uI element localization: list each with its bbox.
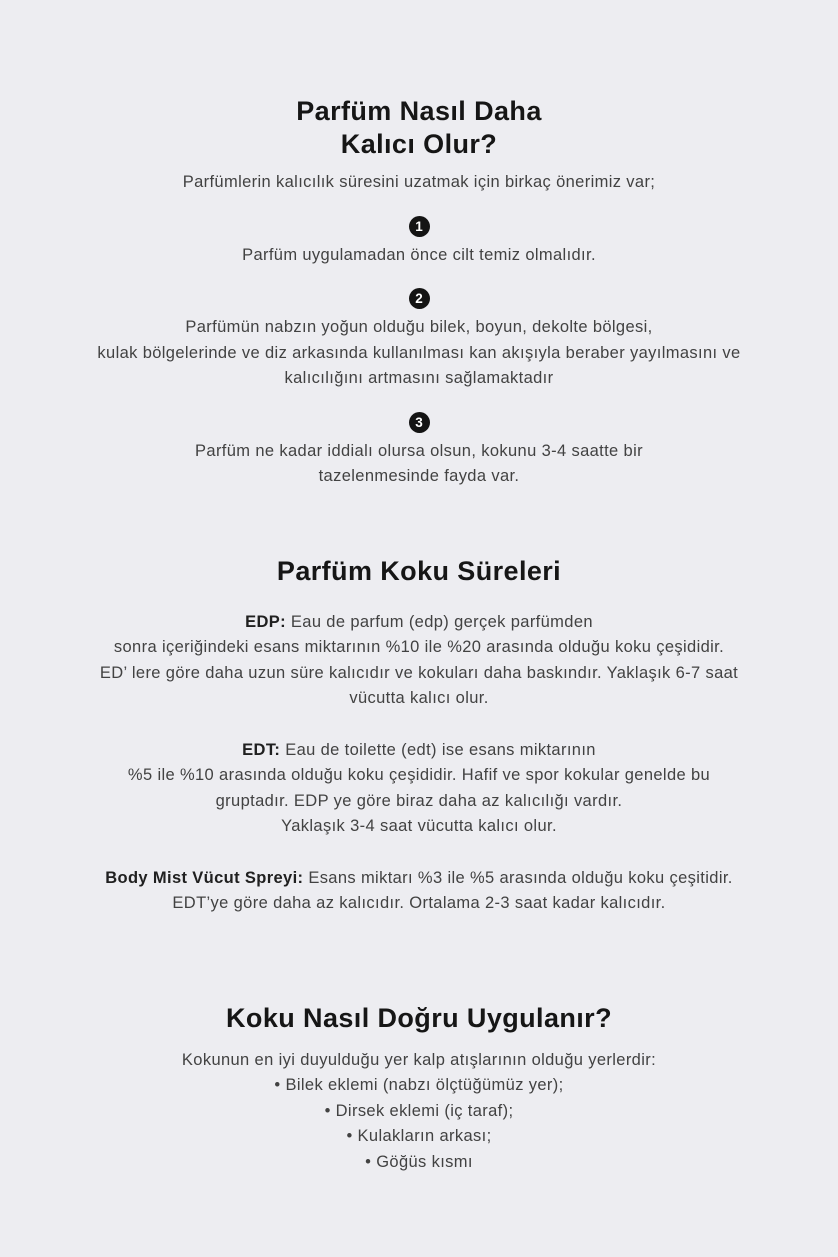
duration-entry-line: sonra içeriğindeki esans miktarının %10 ile %20 arasında olduğu koku çeşididir. [113, 638, 725, 656]
duration-entry-line: gruptadır. EDP ye göre biraz daha az kalıcılığı vardır. [215, 791, 623, 810]
application-title: Koku Nasıl Doğru Uygulanır? [226, 1002, 612, 1033]
duration-entry-line: vücutta kalıcı olur. [349, 689, 489, 707]
duration-entry-line: Yaklaşık 3-4 saat vücutta kalıcı olur. [281, 817, 557, 835]
duration-entry-line: Body Mist Vücut Spreyi: Esans miktarı %3 ile %5 arasında olduğu koku çeşitidir. [105, 868, 733, 887]
duration-entry-line: %5 ile %10 arasında olduğu koku çeşididir. Hafif ve spor kokular genelde bu [127, 766, 711, 784]
step-text-line: tazelenmesinde fayda var. [318, 467, 520, 485]
bullet-item: • Dirsek eklemi (iç taraf); [324, 1101, 514, 1120]
duration-entry-label: EDP: [245, 612, 286, 631]
application-intro: Kokunun en iyi duyulduğu yer kalp atışlarının olduğu yerlerdir: [181, 1050, 657, 1069]
step-number-badge: 3 [409, 412, 430, 433]
duration-entry-line: ED’ lere göre daha uzun süre kalıcıdır ve kokuları daha baskındır. Yaklaşık 6-7 saat [99, 663, 739, 682]
duration-entry-line: EDT’ye göre daha az kalıcıdır. Ortalama 2-3 saat kadar kalıcıdır. [172, 894, 666, 912]
step-text [0, 439, 838, 490]
page-title-line: Kalıcı Olur? [340, 129, 498, 159]
step-number-badge: 1 [409, 216, 430, 237]
step-text-line: Parfüm ne kadar iddialı olursa olsun, kokunu 3-4 saatte bir [195, 441, 643, 460]
step-text-line: kalıcılığını artmasını sağlamaktadır [284, 369, 554, 387]
bullet-item: • Göğüs kısmı [365, 1152, 473, 1171]
duration-entry [0, 610, 838, 712]
steps-list [0, 216, 838, 490]
step-text-line: Parfüm uygulamadan önce cilt temiz olmalıdır. [242, 245, 596, 264]
step-item [0, 412, 838, 490]
lasting-intro: Parfümlerin kalıcılık süresini uzatmak için birkaç önerimiz var; [182, 173, 656, 191]
step-number-badge: 2 [409, 288, 430, 309]
duration-entry-line: EDT: Eau de toilette (edt) ise esans miktarının [242, 740, 596, 759]
step-item [0, 216, 838, 269]
duration-entry [0, 738, 838, 840]
step-item [0, 288, 838, 392]
step-text-line: kulak bölgelerinde ve diz arkasında kullanılması kan akışıyla beraber yayılmasını ve [97, 343, 741, 362]
section-how-lasting [0, 95, 838, 490]
section-application [0, 1002, 838, 1176]
duration-entry-label: EDT: [242, 740, 281, 759]
duration-entry-line: EDP: Eau de parfum (edp) gerçek parfümden [245, 612, 593, 631]
step-text [0, 315, 838, 392]
duration-entry-label: Body Mist Vücut Spreyi: [105, 868, 304, 887]
bullet-item: • Kulakların arkası; [346, 1127, 492, 1145]
bullet-item: • Bilek eklemi (nabzı ölçtüğümüz yer); [274, 1076, 564, 1094]
step-text-line: Parfümün nabzın yoğun olduğu bilek, boyun, dekolte bölgesi, [185, 318, 653, 336]
page-title-line: Parfüm Nasıl Daha [296, 96, 542, 126]
step-text [0, 243, 838, 269]
page-title [0, 95, 838, 161]
duration-entries [0, 610, 838, 917]
bullet-list [0, 1073, 838, 1175]
section-durations [0, 555, 838, 917]
duration-entry [0, 866, 838, 917]
durations-title: Parfüm Koku Süreleri [276, 555, 562, 586]
